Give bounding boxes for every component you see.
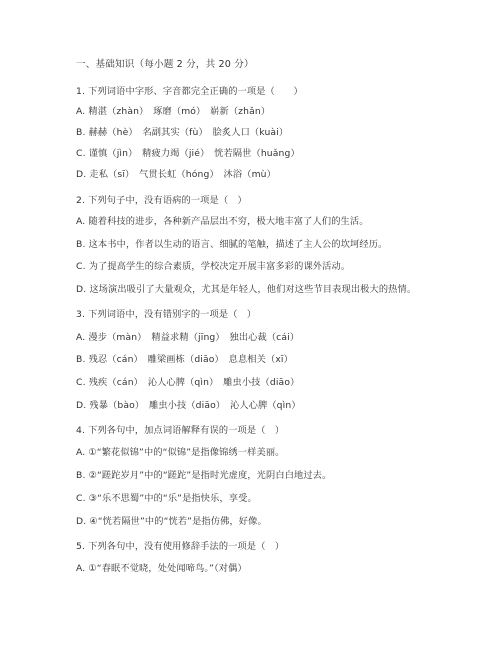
- question-2-option-c: C. 为了提高学生的综合素质，学校决定开展丰富多彩的课外活动。: [76, 261, 351, 272]
- question-3-option-a: A. 漫步（màn） 精益求精（jīng） 独出心裁（cái）: [76, 332, 300, 343]
- section-title: 一、基础知识（每小题 2 分，共 20 分）: [76, 59, 254, 70]
- question-1-option-c: C. 谨慎（jìn） 精疲力竭（jié） 恍若隔世（huǎng）: [76, 148, 300, 159]
- question-2-option-d: D. 这场演出吸引了大量观众，尤其是年轻人，他们对这些节目表现出极大的热情。: [76, 284, 417, 295]
- question-2-stem: 2. 下列句子中，没有语病的一项是（ ）: [76, 195, 247, 206]
- question-1-stem: 1. 下列词语中字形、字音都完全正确的一项是（ ）: [76, 86, 303, 97]
- question-4-option-c: C. ③“乐不思蜀”中的“乐”是指快乐，享受。: [76, 493, 257, 504]
- question-3-stem: 3. 下列词语中，没有错别字的一项是（ ）: [76, 309, 257, 320]
- question-4-option-b: B. ②“蹉跎岁月”中的“蹉跎”是指时光虚度，光阴白白地过去。: [76, 470, 332, 481]
- question-4-option-d: D. ④“恍若隔世”中的“恍若”是指仿佛，好像。: [76, 516, 267, 527]
- question-4-stem: 4. 下列各句中，加点词语解释有误的一项是（ ）: [76, 425, 285, 436]
- question-2-option-a: A. 随着科技的进步，各种新产品层出不穷，极大地丰富了人们的生活。: [76, 216, 369, 227]
- question-1-option-a: A. 精湛（zhàn） 琢磨（mó） 崭新（zhǎn）: [76, 106, 271, 117]
- question-5-option-a: A. ①“春眠不觉晓，处处闻啼鸟。”（对偶）: [76, 563, 247, 574]
- question-1-option-b: B. 赫赫（hè） 名副其实（fù） 脍炙人口（kuài）: [76, 127, 289, 138]
- question-3-option-c: C. 残疾（cán） 沁人心脾（qìn） 雕虫小技（diāo）: [76, 377, 300, 388]
- question-3-option-b: B. 残忍（cán） 雕梁画栋（diāo） 息息相关（xī）: [76, 354, 293, 365]
- question-5-stem: 5. 下列各句中，没有使用修辞手法的一项是（ ）: [76, 541, 285, 552]
- question-4-option-a: A. ①“繁花似锦”中的“似锦”是指像锦绣一样美丽。: [76, 447, 285, 458]
- question-3-option-d: D. 残暴（bào） 雕虫小技（diāo） 沁人心脾（qìn）: [76, 400, 301, 411]
- question-2-option-b: B. 这本书中，作者以生动的语言、细腻的笔触，描述了主人公的坎坷经历。: [76, 239, 388, 250]
- question-1-option-d: D. 走私（sī） 气贯长虹（hóng） 沐浴（mù）: [76, 169, 276, 180]
